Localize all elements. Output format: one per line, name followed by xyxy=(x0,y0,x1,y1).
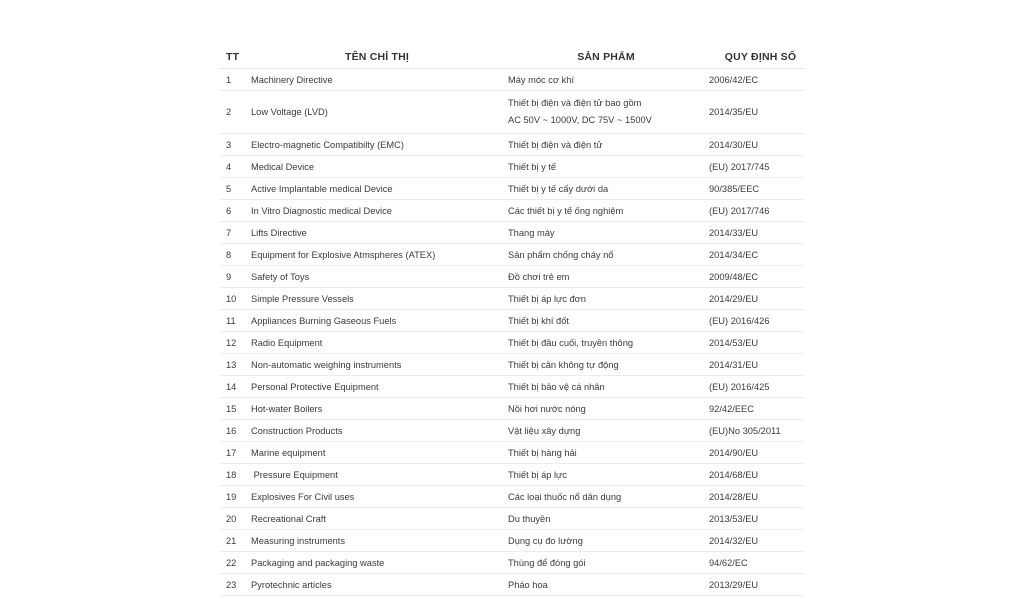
directive-name: Machinery Directive xyxy=(249,69,505,91)
product: Thiết bị áp lực đơn xyxy=(505,288,707,310)
regulation-code: 2014/53/EU xyxy=(707,332,804,354)
directive-name: Packaging and packaging waste xyxy=(249,552,505,574)
directive-name: Personal Protective Equipment xyxy=(249,376,505,398)
regulation-code: 2014/90/EU xyxy=(707,442,804,464)
regulation-code: 2014/31/EU xyxy=(707,354,804,376)
product: Thang máy xyxy=(505,222,707,244)
product-line-1: Thiết bị điện và điện tử bao gồm xyxy=(508,98,642,108)
regulation-code: 2014/28/EU xyxy=(707,486,804,508)
directive-name: Hot-water Boilers xyxy=(249,398,505,420)
directive-name: Recreational Craft xyxy=(249,508,505,530)
product: Thiết bị bảo vệ cá nhân xyxy=(505,376,707,398)
row-number: 6 xyxy=(220,200,249,222)
row-number: 7 xyxy=(220,222,249,244)
directive-name: Pressure Equipment xyxy=(249,464,505,486)
row-number: 14 xyxy=(220,376,249,398)
product: Máy móc cơ khí xyxy=(505,69,707,91)
row-number: 9 xyxy=(220,266,249,288)
directive-name: Low Voltage (LVD) xyxy=(249,91,505,134)
regulation-code: (EU)No 305/2011 xyxy=(707,420,804,442)
regulation-code: 94/62/EC xyxy=(707,552,804,574)
product: Thiết bị đầu cuối, truyền thông xyxy=(505,332,707,354)
product: Đồ chơi trẻ em xyxy=(505,266,707,288)
directive-table-container xyxy=(220,46,804,596)
table-row xyxy=(220,222,804,244)
table-row xyxy=(220,156,804,178)
row-number: 8 xyxy=(220,244,249,266)
product: Pháo hoa xyxy=(505,574,707,596)
row-number: 20 xyxy=(220,508,249,530)
table-row xyxy=(220,398,804,420)
table-row xyxy=(220,244,804,266)
directive-name: Electro-magnetic Compatibilty (EMC) xyxy=(249,134,505,156)
product: Thiết bị điện và điện tử xyxy=(505,134,707,156)
product-line-2: AC 50V ~ 1000V, DC 75V ~ 1500V xyxy=(508,115,652,125)
table-row xyxy=(220,530,804,552)
directive-table xyxy=(220,46,804,596)
table-row xyxy=(220,376,804,398)
product: Thùng để đóng gói xyxy=(505,552,707,574)
product: Du thuyền xyxy=(505,508,707,530)
table-row xyxy=(220,552,804,574)
directive-name: In Vitro Diagnostic medical Device xyxy=(249,200,505,222)
header-row xyxy=(220,46,804,69)
table-row xyxy=(220,464,804,486)
table-row xyxy=(220,178,804,200)
directive-name: Lifts Directive xyxy=(249,222,505,244)
product: Các loại thuốc nổ dân dụng xyxy=(505,486,707,508)
regulation-code: 2006/42/EC xyxy=(707,69,804,91)
product: Các thiết bị y tế ống nghiệm xyxy=(505,200,707,222)
table-row xyxy=(220,486,804,508)
row-number: 10 xyxy=(220,288,249,310)
table-row xyxy=(220,420,804,442)
regulation-code: 2009/48/EC xyxy=(707,266,804,288)
directive-name: Construction Products xyxy=(249,420,505,442)
row-number: 12 xyxy=(220,332,249,354)
regulation-code: 2014/35/EU xyxy=(707,91,804,134)
table-header xyxy=(220,46,804,69)
directive-name: Non-automatic weighing instruments xyxy=(249,354,505,376)
regulation-code: 2014/33/EU xyxy=(707,222,804,244)
product: Thiết bị áp lực xyxy=(505,464,707,486)
table-row xyxy=(220,69,804,91)
product: Thiết bị y tế cấy dưới da xyxy=(505,178,707,200)
product: Dụng cụ đo lường xyxy=(505,530,707,552)
table-row xyxy=(220,266,804,288)
directive-name: Measuring instruments xyxy=(249,530,505,552)
product: Thiết bị hàng hải xyxy=(505,442,707,464)
regulation-code: 2014/30/EU xyxy=(707,134,804,156)
row-number: 4 xyxy=(220,156,249,178)
row-number: 15 xyxy=(220,398,249,420)
header-product: SẢN PHẨM xyxy=(505,46,707,69)
directive-name: Marine equipment xyxy=(249,442,505,464)
table-row xyxy=(220,508,804,530)
header-directive-name: TÊN CHỈ THỊ xyxy=(249,46,505,69)
regulation-code: 2014/34/EC xyxy=(707,244,804,266)
header-regulation-code: QUY ĐỊNH SỐ xyxy=(707,46,804,69)
directive-name: Safety of Toys xyxy=(249,266,505,288)
row-number: 5 xyxy=(220,178,249,200)
row-number: 13 xyxy=(220,354,249,376)
directive-name: Appliances Burning Gaseous Fuels xyxy=(249,310,505,332)
directive-name: Medical Device xyxy=(249,156,505,178)
regulation-code: (EU) 2016/426 xyxy=(707,310,804,332)
row-number: 2 xyxy=(220,91,249,134)
row-number: 22 xyxy=(220,552,249,574)
table-row xyxy=(220,574,804,596)
row-number: 11 xyxy=(220,310,249,332)
regulation-code: (EU) 2016/425 xyxy=(707,376,804,398)
product: Nồi hơi nước nóng xyxy=(505,398,707,420)
directive-name: Radio Equipment xyxy=(249,332,505,354)
table-row xyxy=(220,288,804,310)
regulation-code: 2014/32/EU xyxy=(707,530,804,552)
product xyxy=(505,91,707,134)
product: Sản phẩm chống cháy nổ xyxy=(505,244,707,266)
row-number: 21 xyxy=(220,530,249,552)
table-row xyxy=(220,91,804,134)
directive-name: Simple Pressure Vessels xyxy=(249,288,505,310)
row-number: 16 xyxy=(220,420,249,442)
regulation-code: (EU) 2017/746 xyxy=(707,200,804,222)
header-tt: TT xyxy=(220,46,249,69)
directive-name: Equipment for Explosive Atmspheres (ATEX) xyxy=(249,244,505,266)
row-number: 23 xyxy=(220,574,249,596)
row-number: 18 xyxy=(220,464,249,486)
regulation-code: 92/42/EEC xyxy=(707,398,804,420)
regulation-code: (EU) 2017/745 xyxy=(707,156,804,178)
product: Vật liệu xây dựng xyxy=(505,420,707,442)
directive-name: Explosives For Civil uses xyxy=(249,486,505,508)
regulation-code: 2014/68/EU xyxy=(707,464,804,486)
table-row xyxy=(220,200,804,222)
table-body xyxy=(220,69,804,596)
row-number: 17 xyxy=(220,442,249,464)
row-number: 3 xyxy=(220,134,249,156)
product: Thiết bị y tế xyxy=(505,156,707,178)
row-number: 19 xyxy=(220,486,249,508)
table-row xyxy=(220,354,804,376)
regulation-code: 2013/29/EU xyxy=(707,574,804,596)
directive-name: Pyrotechnic articles xyxy=(249,574,505,596)
table-row xyxy=(220,134,804,156)
regulation-code: 2013/53/EU xyxy=(707,508,804,530)
product: Thiết bị cân không tự động xyxy=(505,354,707,376)
table-row xyxy=(220,310,804,332)
row-number: 1 xyxy=(220,69,249,91)
regulation-code: 90/385/EEC xyxy=(707,178,804,200)
regulation-code: 2014/29/EU xyxy=(707,288,804,310)
product: Thiết bị khí đốt xyxy=(505,310,707,332)
table-row xyxy=(220,332,804,354)
directive-name: Active Implantable medical Device xyxy=(249,178,505,200)
table-row xyxy=(220,442,804,464)
